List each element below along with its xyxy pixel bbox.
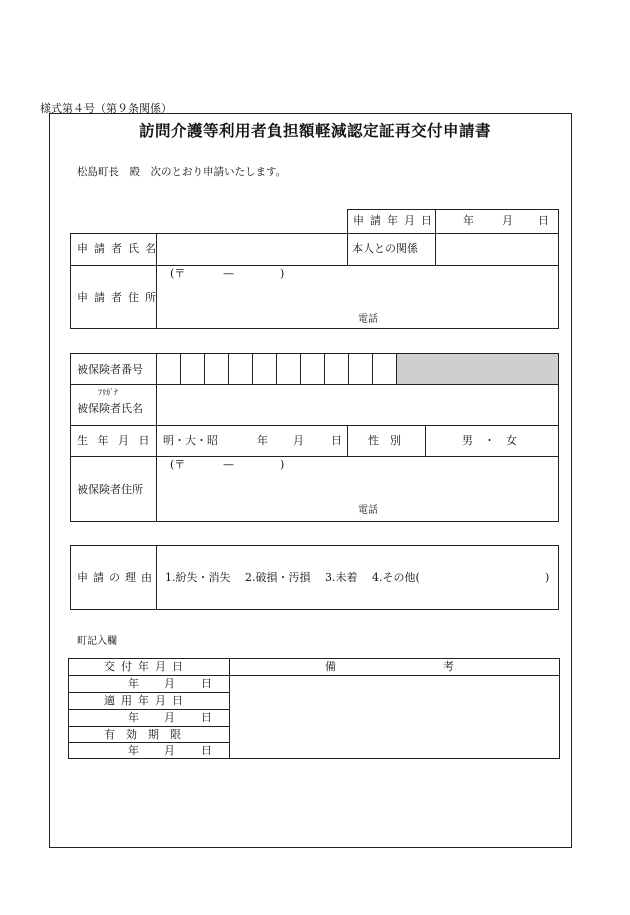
sex-label: 性 別 <box>368 434 401 447</box>
furigana-label: ﾌﾘｶﾞﾅ <box>98 388 118 397</box>
apply-date-year[interactable]: 年 <box>128 711 139 724</box>
issue-date-day[interactable]: 日 <box>201 677 212 690</box>
remarks-field[interactable] <box>230 676 559 758</box>
birth-day[interactable]: 日 <box>331 434 342 447</box>
form-title: 訪問介護等利用者負担額軽減認定証再交付申請書 <box>138 121 491 140</box>
remarks-label-1: 備 <box>325 660 336 673</box>
insured-postal-open: (〒 <box>170 458 186 471</box>
applicant-postal-close: ) <box>280 267 285 280</box>
reason-options[interactable]: 1.紛失・消失 2.破損・汚損 3.未着 4.その他( <box>165 571 420 584</box>
relation-field[interactable] <box>436 234 558 265</box>
applicant-postal-open: (〒 <box>170 267 186 280</box>
form-number: 様式第４号（第９条関係） <box>40 102 172 115</box>
issue-date-month[interactable]: 月 <box>164 677 175 690</box>
apply-date-month[interactable]: 月 <box>164 711 175 724</box>
era-options[interactable]: 明・大・昭 <box>163 434 218 447</box>
validity-month[interactable]: 月 <box>164 744 175 757</box>
apply-date-day[interactable]: 日 <box>201 711 212 724</box>
issue-date-label: 交付年月日 <box>104 660 189 673</box>
birth-year[interactable]: 年 <box>257 434 268 447</box>
sex-options[interactable]: 男 ・ 女 <box>462 434 517 447</box>
insured-postal-dash: — <box>223 458 234 471</box>
reason-close: ) <box>545 571 550 584</box>
validity-day[interactable]: 日 <box>201 744 212 757</box>
application-date-year[interactable]: 年 <box>463 214 474 227</box>
reason-label: 申請の理由 <box>77 571 157 584</box>
applicant-name-field[interactable] <box>157 234 347 265</box>
insured-name-label: 被保険者氏名 <box>77 402 143 415</box>
issue-date-year[interactable]: 年 <box>128 677 139 690</box>
insured-number-field[interactable] <box>157 354 396 384</box>
applicant-name-label: 申請者氏名 <box>77 242 162 255</box>
validity-label: 有 効 期 限 <box>104 728 181 741</box>
applicant-phone-label: 電話 <box>358 314 378 325</box>
insured-address-label: 被保険者住所 <box>77 483 143 496</box>
insured-number-label: 被保険者番号 <box>77 363 143 376</box>
birth-month[interactable]: 月 <box>293 434 304 447</box>
shaded-cell <box>397 354 558 384</box>
birth-date-label: 生 年 月 日 <box>77 434 153 447</box>
validity-year[interactable]: 年 <box>128 744 139 757</box>
office-section-heading: 町記入欄 <box>77 636 117 647</box>
insured-phone-label: 電話 <box>358 505 378 516</box>
remarks-label-2: 考 <box>443 660 454 673</box>
insured-postal-close: ) <box>280 458 285 471</box>
applicant-postal-dash: — <box>223 267 234 280</box>
relation-label: 本人との関係 <box>352 242 418 255</box>
addressee-line: 松島町長 殿 次のとおり申請いたします。 <box>77 166 287 178</box>
apply-date-label: 適用年月日 <box>104 694 189 707</box>
insured-name-field[interactable] <box>157 385 558 425</box>
applicant-address-label: 申請者住所 <box>77 291 162 304</box>
application-date-label: 申請年月日 <box>353 214 438 227</box>
application-date-day[interactable]: 日 <box>538 214 549 227</box>
application-date-month[interactable]: 月 <box>502 214 513 227</box>
